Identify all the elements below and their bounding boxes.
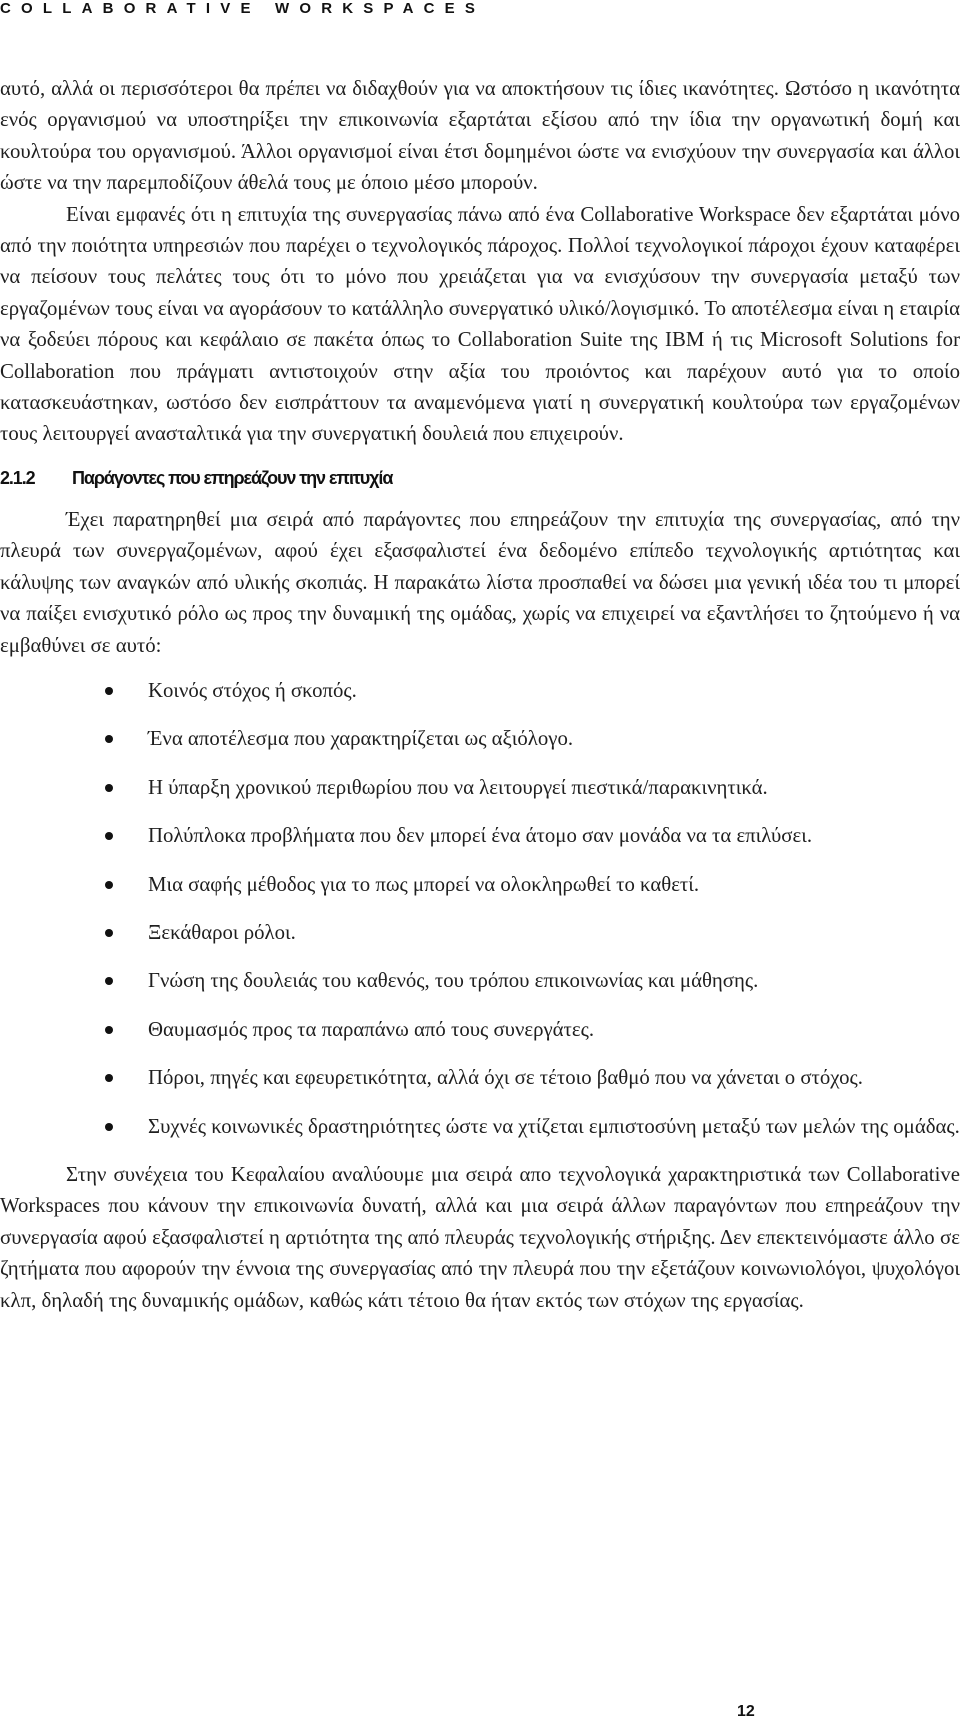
section-heading — [0, 463, 960, 494]
bullet-icon — [105, 784, 113, 792]
bullet-icon — [105, 832, 113, 840]
paragraph-technology-providers: Είναι εμφανές ότι η επιτυχία της συνεργασίας πάνω από ένα Collaborative Workspace δεν εξαρτάται μόνο από την ποιότητα υπηρεσιών που παρέχει ο τεχνολογικός πάροχος. Πολλοί τεχνολογικοί πάροχοι έχουν καταφέρει να πείσουν τους πελάτες τους ότι το μόνο που χρειάζεται για να ενισχύσουν την συνεργασία μεταξύ των εργαζομένων τους είναι να αγοράσουν το κατάλληλο συνεργατικό υλικό/λογισμικό. Το αποτέλεσμα είναι η εταιρία να ξοδεύει πόρους και κεφάλαιο σε πακέτα όπως το Collaboration Suite της IBM ή τις Microsoft Solutions for Collaboration που πράγματι αντιστοιχούν στην αξία του προιόντος και παρέχουν αυτό για το οποίο κατασκευάστηκαν, ωστόσο δεν εισπράττουν τα αναμενόμενα γιατί η συνεργατική κουλτούρα των εργαζομένων τους λειτουργεί ανασταλτικά για την συνεργατική δουλειά που επιχειρούν. — [0, 202, 960, 446]
bullet-icon — [105, 687, 113, 695]
running-header: COLLABORATIVE WORKSPACES — [0, 0, 486, 17]
list-item-text: Ένα αποτέλεσμα που χαρακτηρίζεται ως αξιόλογο. — [148, 727, 574, 751]
bullet-icon — [105, 881, 113, 889]
section-title: Παράγοντες που επηρεάζουν την επιτυχία — [72, 467, 393, 488]
list-item — [0, 965, 960, 996]
list-item — [0, 772, 960, 803]
bullet-icon — [105, 1123, 113, 1131]
bullet-icon — [105, 977, 113, 985]
list-item — [0, 917, 960, 948]
paragraph-continuation: αυτό, αλλά οι περισσότεροι θα πρέπει να διδαχθούν για να αποκτήσουν τις ίδιες ικανότητες. Ωστόσο η ικανότητα ενός οργανισμού να υποστηρίξει την επικοινωνία εξαρτάται εξίσου από την ίδια την οργανωτική δομή και κουλτούρα του οργανισμού. Άλλοι οργανισμοί είναι έτσι δομημένοι ώστε να ενισχύουν την συνεργασία και άλλοι ώστε να την παρεμποδίζουν άθελά τους με όποιο μέσο μπορούν. — [0, 77, 960, 195]
list-item — [0, 1111, 960, 1142]
bullet-icon — [105, 735, 113, 743]
list-item-text: Θαυμασμός προς τα παραπάνω από τους συνεργάτες. — [148, 1017, 595, 1041]
list-item-text: Πολύπλοκα προβλήματα που δεν μπορεί ένα άτομο σαν μονάδα να τα επιλύσει. — [148, 824, 813, 848]
list-item — [0, 723, 960, 754]
list-item — [0, 1062, 960, 1093]
list-item — [0, 869, 960, 900]
list-item-text: Μια σαφής μέθοδος για το πως μπορεί να ολοκληρωθεί το καθετί. — [148, 872, 700, 896]
bullet-icon — [105, 1026, 113, 1034]
paragraph-chapter-outline: Στην συνέχεια του Κεφαλαίου αναλύουμε μια σειρά απο τεχνολογικά χαρακτηριστικά των Collaborative Workspaces που κάνουν την επικοινωνία δυνατή, αλλά και μια σειρά άλλων παραγόντων που επηρεάζουν την συνεργασία αφού εξασφαλιστεί η αρτιότητα της από πλευράς τεχνολογικής στήριξης. Δεν επεκτεινόμαστε άλλο σε ζητήματα που αφορούν την έννοια της συνεργασίας από την πλευρά που την εξετάζουν κοινωνιολόγοι, ψυχολόγοι κλπ, δηλαδή της δυναμικής ομάδων, καθώς κάτι τέτοιο θα ήταν εκτός των στόχων της εργασίας. — [0, 1162, 960, 1312]
factors-list — [0, 675, 960, 1142]
section-number: 2.1.2 — [0, 467, 35, 488]
paragraph-factors-intro: Έχει παρατηρηθεί μια σειρά από παράγοντες που επηρεάζουν την επιτυχία της συνεργασίας, από την πλευρά των συνεργαζομένων, αφού έχει εξασφαλιστεί ένα δεδομένο επίπεδο τεχνολογικής αρτιότητας και κάλυψης των αναγκών από υλικής σκοπιάς. Η παρακάτω λίστα προσπαθεί να δώσει μια γενική ιδέα του τι μπορεί να παίξει ενισχυτικό ρόλο ως προς την δυναμική της ομάδας, χωρίς να επιχειρεί να εξαντλήσει το ζητούμενο ή να εμβαθύνει σε αυτό: — [0, 507, 960, 657]
list-item-text: Γνώση της δουλειάς του καθενός, του τρόπου επικοινωνίας και μάθησης. — [148, 969, 759, 993]
list-item — [0, 675, 960, 706]
list-item-text: Συχνές κοινωνικές δραστηριότητες ώστε να χτίζεται εμπιστοσύνη μεταξύ των μελών της ομάδας. — [148, 1114, 960, 1138]
list-item — [0, 1014, 960, 1045]
bullet-icon — [105, 929, 113, 937]
list-item-text: Ξεκάθαροι ρόλοι. — [148, 920, 296, 944]
list-item-text: Κοινός στόχος ή σκοπός. — [148, 678, 357, 702]
list-item-text: Πόροι, πηγές και εφευρετικότητα, αλλά όχι σε τέτοιο βαθμό που να χάνεται ο στόχος. — [148, 1066, 863, 1090]
page-number: 12 — [737, 1703, 755, 1720]
list-item-text: Η ύπαρξη χρονικού περιθωρίου που να λειτουργεί πιεστικά/παρακινητικά. — [148, 775, 768, 799]
page-body — [0, 73, 960, 1316]
bullet-icon — [105, 1074, 113, 1082]
list-item — [0, 820, 960, 851]
